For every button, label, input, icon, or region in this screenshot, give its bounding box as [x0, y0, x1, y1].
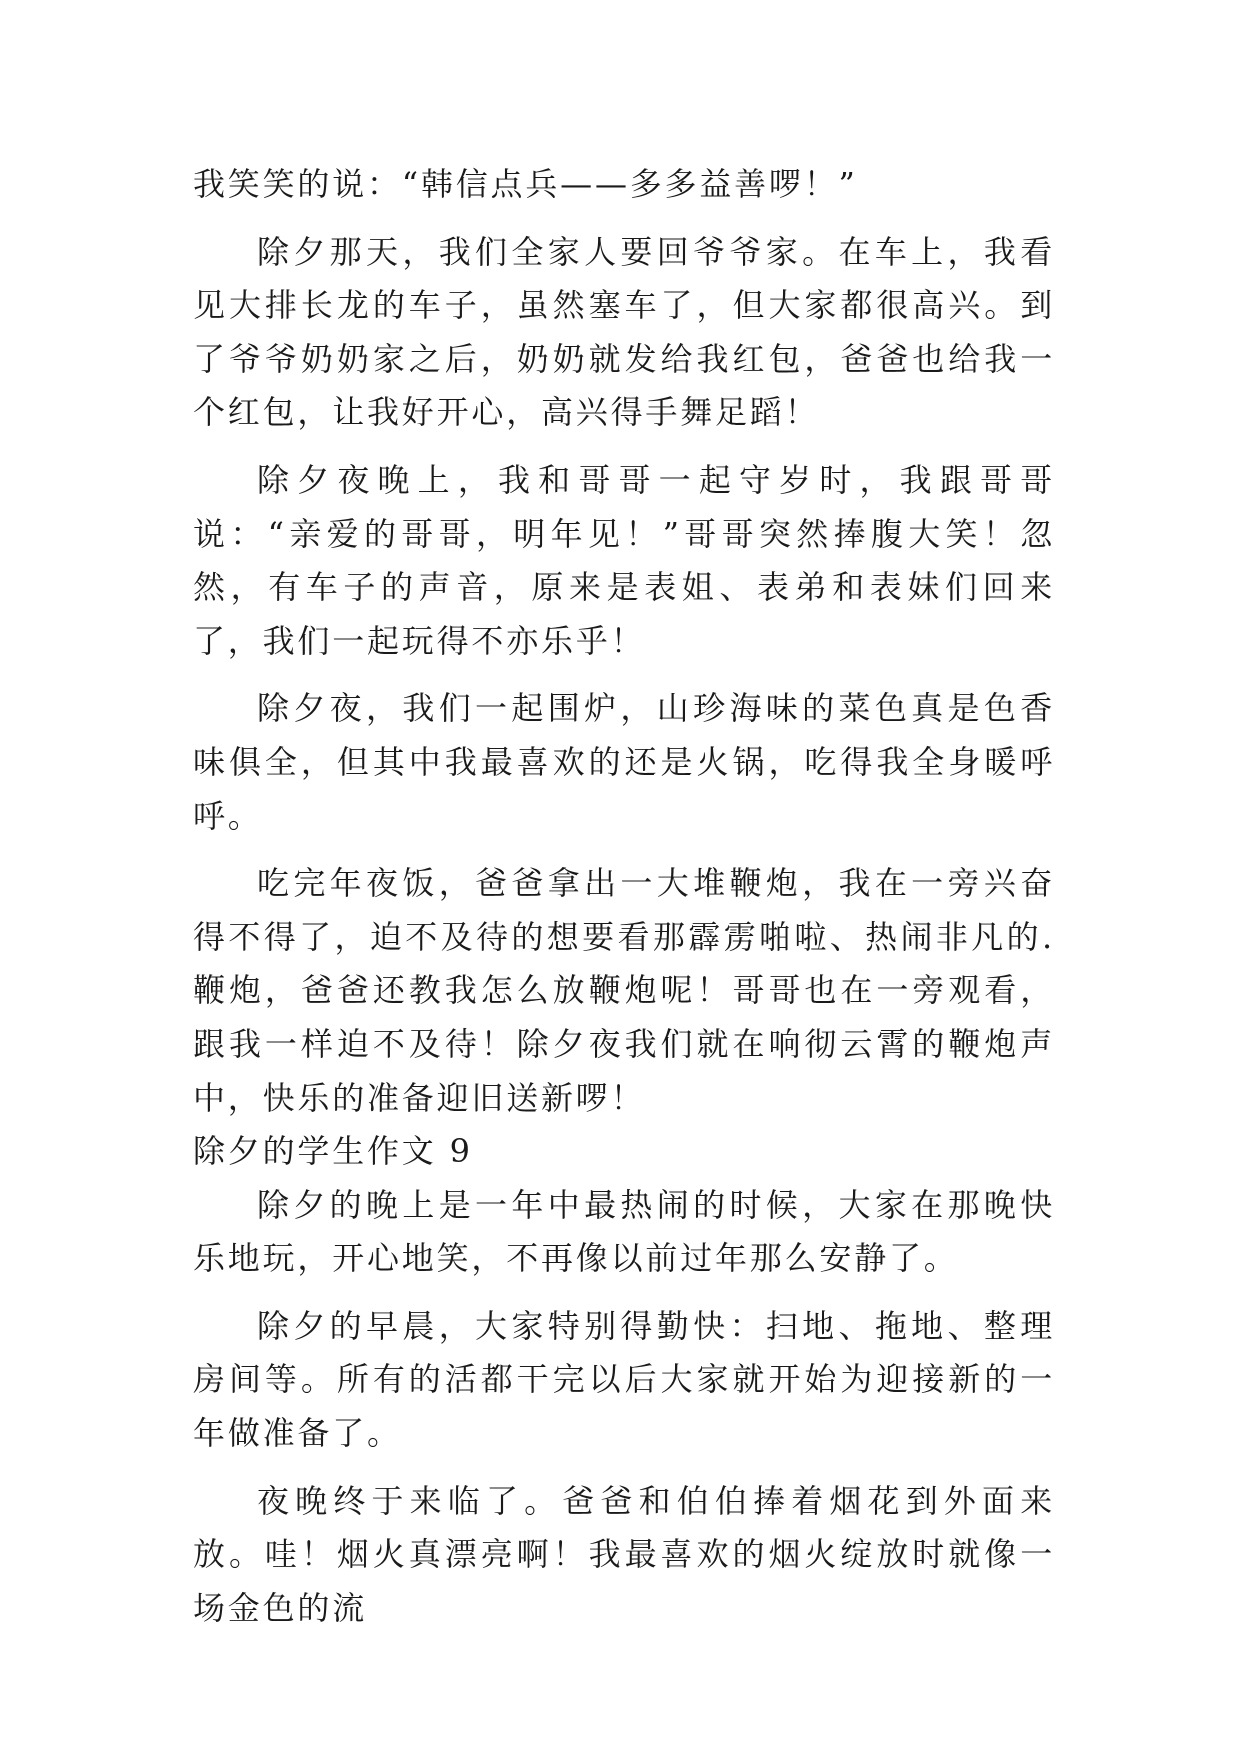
- document-body: [193, 158, 1055, 1649]
- paragraph-quote: 我笑笑的说：“韩信点兵——多多益善啰！”: [193, 165, 858, 203]
- paragraph: 除夕那天，我们全家人要回爷爷家。在车上，我看见大排长龙的车子，虽然塞车了，但大家都很高兴。到了爷爷奶奶家之后，奶奶就发给我红包，爸爸也给我一个红包，让我好开心，高兴得手舞足蹈！: [193, 232, 1055, 432]
- paragraph: 吃完年夜饭，爸爸拿出一大堆鞭炮，我在一旁兴奋得不得了，迫不及待的想要看那霹雳啪啦、热闹非凡的.鞭炮，爸爸还教我怎么放鞭炮呢！哥哥也在一旁观看，跟我一样迫不及待！除夕夜我们就在响彻云霄的鞭炮声中，快乐的准备迎旧送新啰！: [193, 864, 1055, 1117]
- paragraph: 除夕夜晚上，我和哥哥一起守岁时，我跟哥哥说：“亲爱的哥哥，明年见！”哥哥突然捧腹大笑！忽然，有车子的声音，原来是表姐、表弟和表妹们回来了，我们一起玩得不亦乐乎！: [193, 460, 1055, 660]
- section-heading: 除夕的学生作文 9: [193, 1132, 473, 1171]
- paragraph: 除夕的早晨，大家特别得勤快：扫地、拖地、整理房间等。所有的活都干完以后大家就开始为迎接新的一年做准备了。: [193, 1306, 1055, 1453]
- paragraph: 夜晚终于来临了。爸爸和伯伯捧着烟花到外面来放。哇！烟火真漂亮啊！我最喜欢的烟火绽放时就像一场金色的流: [193, 1481, 1055, 1627]
- paragraph: 除夕的晚上是一年中最热闹的时候，大家在那晚快乐地玩，开心地笑，不再像以前过年那么安静了。: [193, 1185, 1055, 1278]
- paragraph: 除夕夜，我们一起围炉，山珍海味的菜色真是色香味俱全，但其中我最喜欢的还是火锅，吃得我全身暖呼呼。: [193, 689, 1055, 835]
